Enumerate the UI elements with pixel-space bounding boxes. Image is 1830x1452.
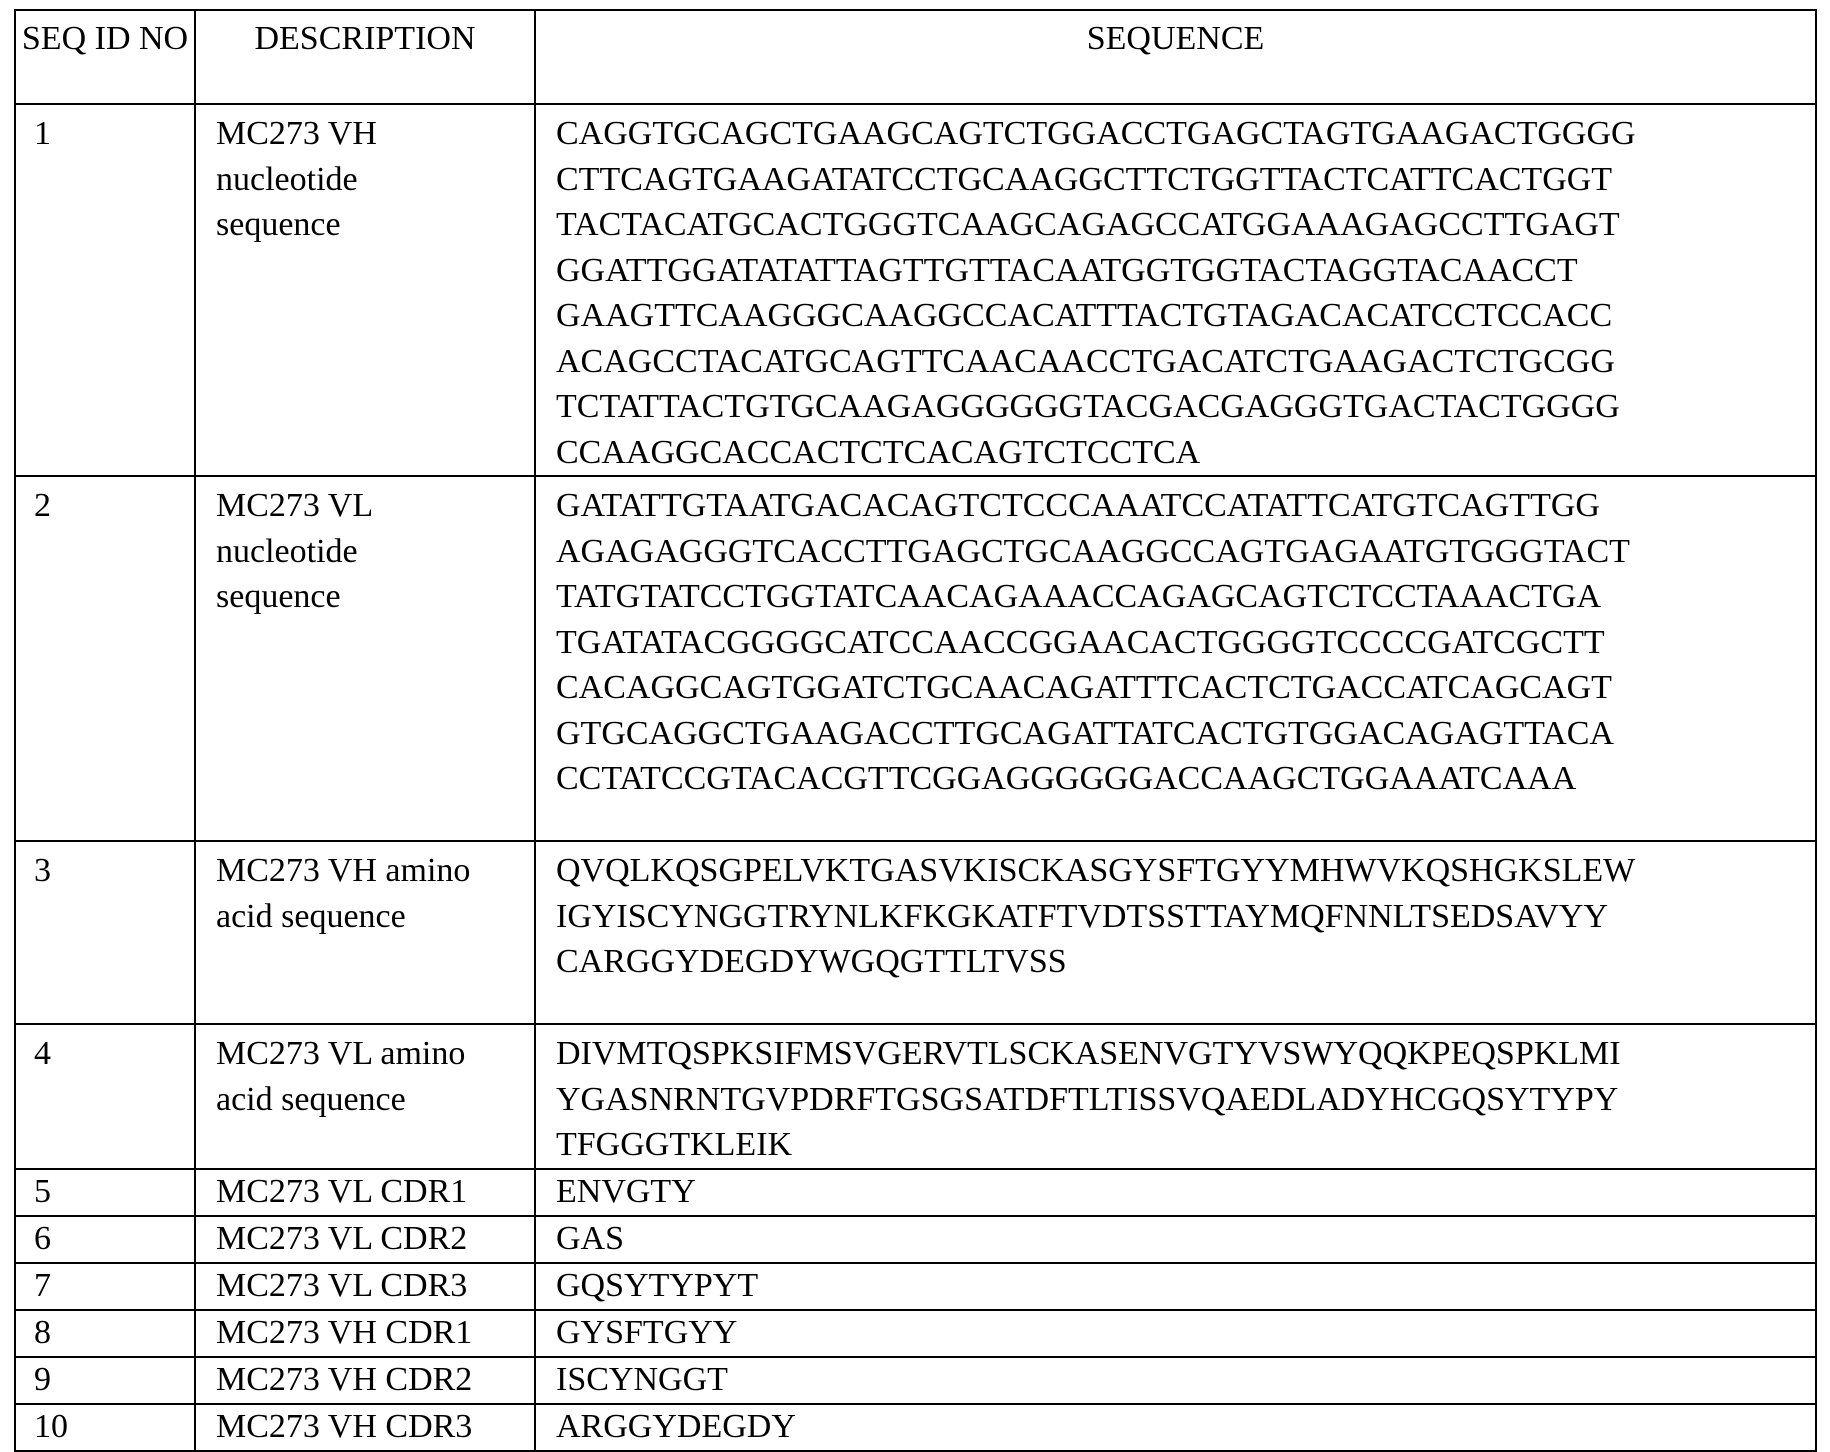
table-row <box>15 104 1816 476</box>
sequence-line: YGASNRNTGVPDRFTGSGSATDFTLTISSVQAEDLADYHCGQSYTYPY <box>556 1077 1815 1123</box>
sequence-line: CARGGYDEGDYWGQGTTLTVSS <box>556 939 1815 985</box>
sequence-line: CTTCAGTGAAGATATCCTGCAAGGCTTCTGGTTACTCATTCACTGGT <box>556 157 1815 203</box>
description-line: acid sequence <box>216 1077 534 1123</box>
seq-id-cell: 2 <box>15 476 195 841</box>
sequence-line: CACAGGCAGTGGATCTGCAACAGATTTCACTCTGACCATCAGCAGT <box>556 665 1815 711</box>
seq-id-cell: 3 <box>15 841 195 1024</box>
sequence-line: GYSFTGYY <box>556 1311 1815 1355</box>
table-row <box>15 476 1816 841</box>
sequence-line: ARGGYDEGDY <box>556 1405 1815 1449</box>
description-line: MC273 VL CDR2 <box>216 1217 534 1261</box>
description-line: sequence <box>216 202 534 248</box>
table-row <box>15 1169 1816 1216</box>
table-row <box>15 1357 1816 1404</box>
seq-id-cell: 5 <box>15 1169 195 1216</box>
table-row <box>15 1310 1816 1357</box>
seq-id-cell: 4 <box>15 1024 195 1169</box>
sequence-line: ISCYNGGT <box>556 1358 1815 1402</box>
description-line: acid sequence <box>216 894 534 940</box>
description-cell <box>195 1024 535 1169</box>
description-line: MC273 VH <box>216 111 534 157</box>
sequence-cell <box>535 1404 1816 1451</box>
description-line: MC273 VH CDR1 <box>216 1311 534 1355</box>
description-cell <box>195 1169 535 1216</box>
sequence-line: TFGGGTKLEIK <box>556 1122 1815 1168</box>
sequence-cell <box>535 1357 1816 1404</box>
sequence-line: AGAGAGGGTCACCTTGAGCTGCAAGGCCAGTGAGAATGTGGGTACT <box>556 529 1815 575</box>
table-header-row <box>15 10 1816 104</box>
description-line: MC273 VH CDR2 <box>216 1358 534 1402</box>
description-cell <box>195 104 535 476</box>
description-line: MC273 VL CDR3 <box>216 1264 534 1308</box>
sequence-line: GTGCAGGCTGAAGACCTTGCAGATTATCACTGTGGACAGAGTTACA <box>556 711 1815 757</box>
sequence-line: GAS <box>556 1217 1815 1261</box>
sequence-line: GAAGTTCAAGGGCAAGGCCACATTTACTGTAGACACATCCTCCACC <box>556 293 1815 339</box>
sequence-line: GGATTGGATATATTAGTTGTTACAATGGTGGTACTAGGTACAACCT <box>556 248 1815 294</box>
sequence-line: GATATTGTAATGACACAGTCTCCCAAATCCATATTCATGTCAGTTGG <box>556 483 1815 529</box>
description-cell <box>195 476 535 841</box>
sequence-line: CCTATCCGTACACGTTCGGAGGGGGGACCAAGCTGGAAATCAAA <box>556 756 1815 802</box>
table-row <box>15 841 1816 1024</box>
sequence-line: CCAAGGCACCACTCTCACAGTCTCCTCA <box>556 430 1815 476</box>
sequence-cell <box>535 841 1816 1024</box>
sequence-cell <box>535 1216 1816 1263</box>
sequence-line: TACTACATGCACTGGGTCAAGCAGAGCCATGGAAAGAGCCTTGAGT <box>556 202 1815 248</box>
description-cell <box>195 1263 535 1310</box>
sequence-line: GQSYTYPYT <box>556 1264 1815 1308</box>
header-description: DESCRIPTION <box>195 10 535 104</box>
table-row <box>15 1024 1816 1169</box>
seq-id-cell: 8 <box>15 1310 195 1357</box>
sequence-line: ENVGTY <box>556 1170 1815 1214</box>
sequence-line: ACAGCCTACATGCAGTTCAACAACCTGACATCTGAAGACTCTGCGG <box>556 339 1815 385</box>
description-cell <box>195 1216 535 1263</box>
sequence-cell <box>535 476 1816 841</box>
description-cell <box>195 1310 535 1357</box>
description-line: MC273 VL <box>216 483 534 529</box>
sequence-cell <box>535 1310 1816 1357</box>
header-seq-id: SEQ ID NO <box>15 10 195 104</box>
header-sequence: SEQUENCE <box>535 10 1816 104</box>
seq-id-cell: 1 <box>15 104 195 476</box>
table-row <box>15 1404 1816 1451</box>
description-line: MC273 VH amino <box>216 848 534 894</box>
sequence-line: QVQLKQSGPELVKTGASVKISCKASGYSFTGYYMHWVKQSHGKSLEW <box>556 848 1815 894</box>
sequence-cell <box>535 1169 1816 1216</box>
sequence-line: IGYISCYNGGTRYNLKFKGKATFTVDTSSTTAYMQFNNLTSEDSAVYY <box>556 894 1815 940</box>
seq-id-cell: 10 <box>15 1404 195 1451</box>
sequence-cell <box>535 1263 1816 1310</box>
description-cell <box>195 1357 535 1404</box>
sequence-line: TGATATACGGGGCATCCAACCGGAACACTGGGGTCCCCGATCGCTT <box>556 620 1815 666</box>
description-line: MC273 VH CDR3 <box>216 1405 534 1449</box>
description-cell <box>195 1404 535 1451</box>
description-line: nucleotide <box>216 529 534 575</box>
seq-id-cell: 7 <box>15 1263 195 1310</box>
description-line: MC273 VL amino <box>216 1031 534 1077</box>
sequence-cell <box>535 1024 1816 1169</box>
table-row <box>15 1216 1816 1263</box>
description-line: MC273 VL CDR1 <box>216 1170 534 1214</box>
seq-id-cell: 9 <box>15 1357 195 1404</box>
sequence-line: TCTATTACTGTGCAAGAGGGGGGTACGACGAGGGTGACTACTGGGG <box>556 384 1815 430</box>
table-row <box>15 1263 1816 1310</box>
description-line: nucleotide <box>216 157 534 203</box>
sequence-line: CAGGTGCAGCTGAAGCAGTCTGGACCTGAGCTAGTGAAGACTGGGG <box>556 111 1815 157</box>
seq-id-cell: 6 <box>15 1216 195 1263</box>
sequence-table <box>14 9 1817 1452</box>
description-line: sequence <box>216 574 534 620</box>
description-cell <box>195 841 535 1024</box>
sequence-line: TATGTATCCTGGTATCAACAGAAACCAGAGCAGTCTCCTAAACTGA <box>556 574 1815 620</box>
sequence-cell <box>535 104 1816 476</box>
sequence-line: DIVMTQSPKSIFMSVGERVTLSCKASENVGTYVSWYQQKPEQSPKLMI <box>556 1031 1815 1077</box>
